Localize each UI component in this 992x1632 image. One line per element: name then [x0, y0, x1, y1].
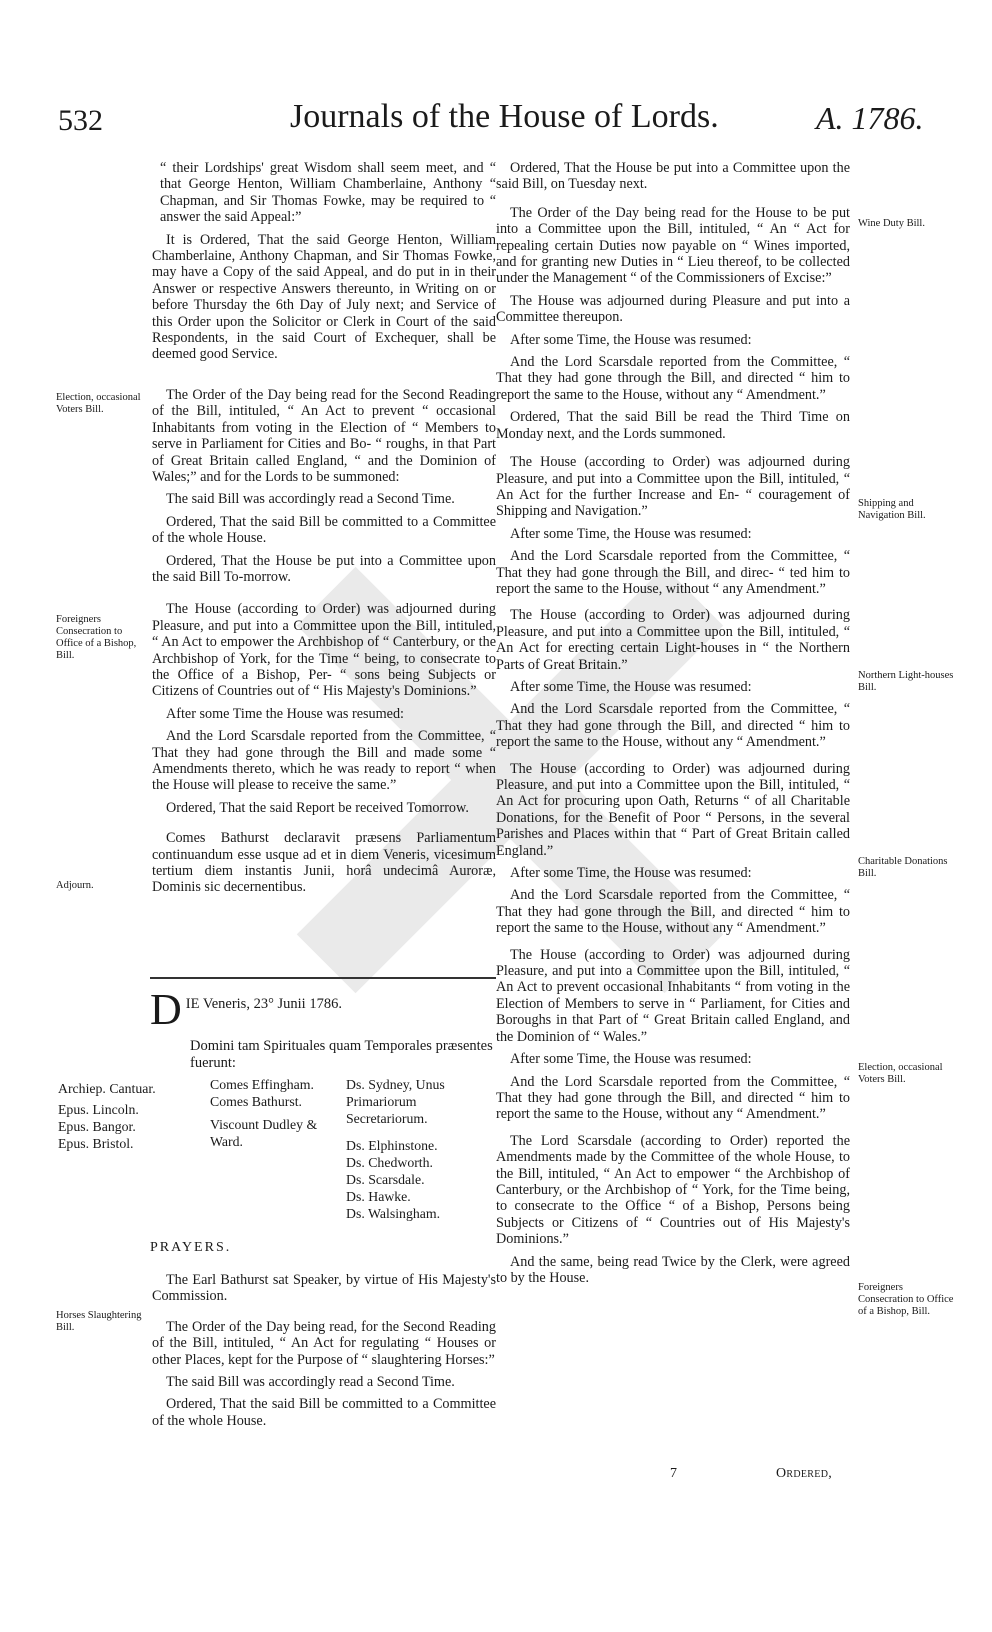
margin-note: Election, occasional Voters Bill. [858, 1062, 943, 1085]
lord-entry: Ds. Walsingham. [346, 1206, 441, 1221]
signature-mark: 7 [670, 1466, 677, 1481]
margin-note: Shipping and Navigation Bill. [858, 498, 926, 521]
margin-note: Wine Duty Bill. [858, 218, 925, 229]
lord-entry: Viscount Dudley & Ward. [210, 1117, 318, 1149]
paragraph: And the Lord Scarsdale reported from the Committee, “ That they had gone through the Bill, and directed “ him to report the same to the House, without any “ Amendment.” [496, 701, 850, 751]
present-line: Domini tam Spirituales quam Temporales præsentes fuerunt: [190, 1038, 493, 1071]
paragraph: Comes Bathurst declaravit præsens Parliamentum continuandum esse usque ad et in diem Veneris, vicesimum tertium diem instantis Junii, horâ undecimâ Auroræ, Dominis sic decernentibus. [152, 830, 496, 896]
paragraph: And the Lord Scarsdale reported from the Committee, “ That they had gone through the Bill, and directed “ him to report the same to the House, without any “ Amendment.” [496, 887, 850, 937]
lord-entry: Ds. Sydney, Unus Primariorum Secretariorum. [346, 1077, 445, 1126]
paragraph: Ordered, That the said Bill be committed to a Committee of the whole House. [152, 1396, 496, 1429]
paragraph: And the Lord Scarsdale reported from the Committee, “ That they had gone through the Bill, and direc- “ ted him to report the same to the House, without “ any Amendment.” [496, 548, 850, 597]
page-year: A. 1786. [816, 100, 924, 136]
paragraph: After some Time the House was resumed: [166, 705, 405, 722]
paragraph: The House was adjourned during Pleasure and put into a Committee thereupon. [496, 292, 850, 326]
catchword: Ordered, [776, 1466, 833, 1481]
margin-note: Adjourn. [56, 880, 94, 891]
lord-entry: Comes Bathurst. [210, 1094, 302, 1109]
paragraph: After some Time, the House was resumed: [510, 678, 752, 695]
lord-entry: Ds. Elphinstone. [346, 1138, 438, 1153]
page-number: 532 [58, 104, 103, 137]
paragraph: Ordered, That the said Report be received Tomorrow. [166, 799, 469, 816]
lords-col-1 [58, 1080, 198, 1152]
paragraph: And the Lord Scarsdale reported from the Committee, “ That they had gone through the Bill, and directed “ him to report the same to the House, without any “ Amendment.” [496, 1073, 850, 1123]
margin-note: Foreigners Consecration to Office of a Bishop, Bill. [858, 1282, 954, 1317]
paragraph: Ordered, That the House be put into a Committee upon the said Bill To-morrow. [152, 552, 496, 585]
paragraph: After some Time, the House was resumed: [510, 525, 752, 542]
margin-note: Northern Light-houses Bill. [858, 670, 954, 693]
paragraph: The Order of the Day being read, for the Second Reading of the Bill, intituled, “ An Act for regulating “ Houses or other Places, kept for the Purpose of “ slaughtering Horses:” [152, 1318, 496, 1368]
paragraph: The House (according to Order) was adjourned during Pleasure, and put into a Committee upon the Bill, intituled, “ An Act to empower the Archbishop of “ Canterbury, or the Archbishop of York, for the Time “ being, to consecrate to the Office of a Bishop, Per- “ sons being Subjects or Citizens of Countries out of “ His Majesty's Dominions.” [152, 601, 496, 700]
paragraph: After some Time, the House was resumed: [510, 1051, 752, 1068]
section-divider [150, 977, 496, 979]
lord-entry: Ds. Scarsdale. [346, 1172, 425, 1187]
paragraph: After some Time, the House was resumed: [510, 331, 752, 348]
paragraph: The House (according to Order) was adjourned during Pleasure, and put into a Committee upon the Bill, intituled, “ An Act for the further Increase and En- “ couragement of Shipping and Navigation.” [496, 454, 850, 520]
margin-note: Foreigners Consecration to Office of a Bishop, Bill. [56, 614, 137, 661]
paragraph: The House (according to Order) was adjourned during Pleasure, and put into a Committee upon the Bill, intituled, “ An Act for procuring upon Oath, Returns “ of all Charitable Donations, for the Benefit of Poor “ Persons, in the several Parishes and Places within that “ Part of Great Britain called England.” [496, 760, 850, 859]
lord-entry: Epus. Bristol. [58, 1136, 134, 1151]
paragraph: The Lord Scarsdale (according to Order) reported the Amendments made by the Committee of the whole House, to the Bill, intituled, “ An Act to empower “ the Archbishop of Canterbury, or the Archbishop of “ York, for the Time being, to consecrate to the Office “ of a Bishop, Persons being Subjects or Citizens of “ Countries out of His Majesty's Dominions.” [496, 1132, 850, 1248]
paragraph: The House (according to Order) was adjourned during Pleasure, and put into a Committee upon the Bill, intituled, “ An Act to prevent occasional Inhabitants “ from voting in the Election of Members to serve in “ Parliament, for Cities and Boroughs in that Part of “ Great Britain called England, and the Dominion of “ Wales.” [496, 946, 850, 1045]
lords-col-3 [346, 1076, 496, 1222]
lord-entry: Epus. Bangor. [58, 1119, 136, 1134]
lords-col-2 [210, 1076, 340, 1150]
lord-entry: Comes Effingham. [210, 1077, 314, 1092]
margin-note: Charitable Donations Bill. [858, 856, 948, 879]
left-column-lower [152, 1272, 496, 1435]
paragraph: And the same, being read Twice by the Clerk, were agreed to by the House. [496, 1253, 850, 1286]
paragraph: The Order of the Day being read for the House to be put into a Committee upon the Bill, intituled, “ An “ Act for repealing certain Duties now payable on “ Wines imported, and for granting new Duties in “ Lieu thereof, to be collected under the Management “ of the Commissioners of Excise:” [496, 204, 850, 287]
paragraph: The Earl Bathurst sat Speaker, by virtue of His Majesty's Commission. [152, 1272, 496, 1305]
lord-entry: Ds. Chedworth. [346, 1155, 433, 1170]
paragraph: Ordered, That the said Bill be read the Third Time on Monday next, and the Lords summoned. [496, 409, 850, 442]
prayers-heading: PRAYERS. [150, 1240, 232, 1255]
lord-entry: Ds. Hawke. [346, 1189, 411, 1204]
paragraph: The House (according to Order) was adjourned during Pleasure, and put into a Committee upon the Bill, intituled, “ An Act for erecting certain Light-houses in “ the Northern Parts of Great Britain.” [496, 607, 850, 673]
margin-note: Horses Slaughtering Bill. [56, 1310, 142, 1333]
day-heading [150, 985, 496, 1072]
right-column [496, 160, 850, 1292]
drop-cap: D [150, 985, 182, 1034]
paragraph: After some Time, the House was resumed: [510, 865, 752, 882]
paragraph: The said Bill was accordingly read a Second Time. [166, 491, 455, 508]
left-column [152, 160, 496, 902]
paragraph: And the Lord Scarsdale reported from the Committee, “ That they had gone through the Bill, and directed “ him to report the same to the House, without any “ Amendment.” [496, 354, 850, 403]
date-line: IE Veneris, 23° Junii 1786. [185, 996, 342, 1012]
paragraph: The said Bill was accordingly read a Second Time. [166, 1374, 455, 1391]
paragraph: And the Lord Scarsdale reported from the Committee, “ That they had gone through the Bill and made some “ Amendments thereto, which he was ready to report “ when the House will please to receive the same.” [152, 728, 496, 794]
paragraph: Ordered, That the House be put into a Committee upon the said Bill, on Tuesday next. [496, 160, 850, 193]
page-title: Journals of the House of Lords. [290, 98, 719, 135]
paragraph: The Order of the Day being read for the Second Reading of the Bill, intituled, “ An Act to prevent “ occasional Inhabitants from voting in the Election of “ Members to serve in Parliament for Cities and Bo- “ roughs, in that Part of Great Britain called England, “ and the Dominion of Wales;” and for the Lords to be summoned: [152, 386, 496, 485]
lord-entry: Archiep. Cantuar. [58, 1081, 156, 1096]
lord-entry: Epus. Lincoln. [58, 1102, 139, 1117]
margin-note: Election, occasional Voters Bill. [56, 392, 141, 415]
paragraph: “ their Lordships' great Wisdom shall seem meet, and “ that George Henton, William Chamberlaine, Anthony “ Chapman, and Sir Thomas Fowke, may be required to “ answer the said Appeal:” [160, 160, 496, 226]
paragraph: It is Ordered, That the said George Henton, William Chamberlaine, Anthony Chapman, and Sir Thomas Fowke, may have a Copy of the said Appeal, and do put in in their Answer or respective Answers thereunto, in Writing on or before Thursday the 6th Day of July next; and Service of this Order upon the Solicitor or Clerk in Court of the said Respondents, in the said Court of Exchequer, shall be deemed good Service. [152, 231, 496, 363]
paragraph: Ordered, That the said Bill be committed to a Committee of the whole House. [152, 513, 496, 547]
